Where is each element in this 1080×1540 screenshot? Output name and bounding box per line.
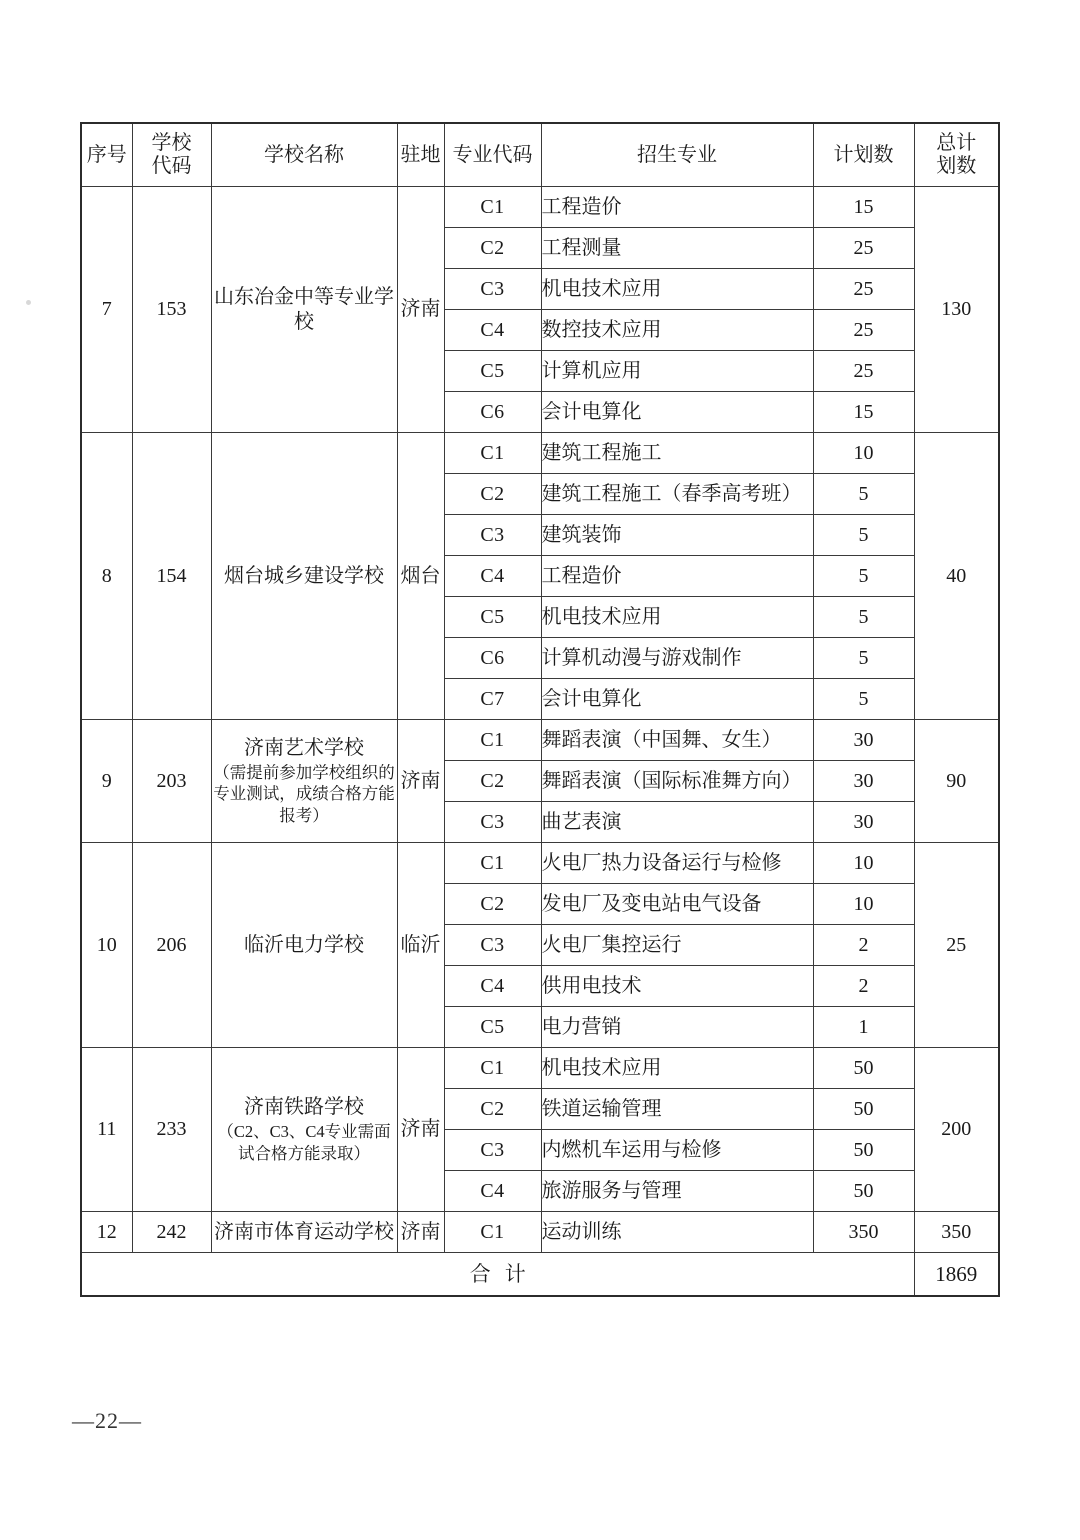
- cell-school-name: [211, 433, 397, 720]
- cell-major-code: C4: [444, 310, 541, 351]
- cell-plan-count: 1: [813, 1007, 914, 1048]
- cell-city: 济南: [397, 1212, 444, 1253]
- cell-major-name: 电力营销: [541, 1007, 813, 1048]
- cell-major-code: C1: [444, 1212, 541, 1253]
- cell-plan-count: 15: [813, 187, 914, 228]
- cell-school-name: [211, 843, 397, 1048]
- cell-major-name: 运动训练: [541, 1212, 813, 1253]
- cell-major-name: 内燃机车运用与检修: [541, 1130, 813, 1171]
- cell-major-name: 机电技术应用: [541, 1048, 813, 1089]
- cell-plan-count: 5: [813, 679, 914, 720]
- enrollment-plan-table-container: [80, 122, 998, 1297]
- cell-city: 济南: [397, 187, 444, 433]
- cell-plan-count: 15: [813, 392, 914, 433]
- table-row: [81, 1048, 999, 1089]
- cell-plan-count: 25: [813, 351, 914, 392]
- cell-plan-count: 10: [813, 884, 914, 925]
- cell-major-code: C5: [444, 597, 541, 638]
- grand-total-row: [81, 1253, 999, 1297]
- cell-major-code: C2: [444, 474, 541, 515]
- cell-seq: 12: [81, 1212, 132, 1253]
- cell-plan-count: 10: [813, 433, 914, 474]
- cell-major-name: 会计电算化: [541, 679, 813, 720]
- cell-major-code: C6: [444, 392, 541, 433]
- school-name-text: 济南市体育运动学校: [214, 1220, 394, 1243]
- cell-major-name: 会计电算化: [541, 392, 813, 433]
- cell-school-code: 154: [132, 433, 211, 720]
- cell-major-code: C3: [444, 802, 541, 843]
- cell-major-name: 旅游服务与管理: [541, 1171, 813, 1212]
- cell-plan-count: 25: [813, 269, 914, 310]
- school-name-text: 济南艺术学校: [244, 737, 364, 760]
- cell-plan-count: 5: [813, 515, 914, 556]
- column-header-plan-count: 计划数: [813, 123, 914, 187]
- cell-major-code: C1: [444, 720, 541, 761]
- cell-major-name: 铁道运输管理: [541, 1089, 813, 1130]
- cell-plan-count: 30: [813, 802, 914, 843]
- header-row: [81, 123, 999, 187]
- cell-city: 济南: [397, 720, 444, 843]
- cell-major-code: C2: [444, 884, 541, 925]
- school-name-text: 济南铁路学校: [244, 1096, 364, 1119]
- column-header-city: 驻地: [397, 123, 444, 187]
- column-header-seq: 序号: [81, 123, 132, 187]
- cell-major-name: 数控技术应用: [541, 310, 813, 351]
- cell-city: 烟台: [397, 433, 444, 720]
- cell-group-total: 130: [914, 187, 999, 433]
- cell-plan-count: 5: [813, 474, 914, 515]
- cell-major-code: C7: [444, 679, 541, 720]
- table-row: [81, 843, 999, 884]
- cell-seq: 9: [81, 720, 132, 843]
- enrollment-plan-table: [80, 122, 1000, 1297]
- cell-major-name: 工程造价: [541, 556, 813, 597]
- cell-seq: 7: [81, 187, 132, 433]
- cell-major-name: 工程造价: [541, 187, 813, 228]
- cell-major-code: C3: [444, 925, 541, 966]
- column-header-school-code-line1: 学校: [151, 132, 192, 154]
- cell-group-total: 90: [914, 720, 999, 843]
- cell-major-code: C1: [444, 187, 541, 228]
- table-row: [81, 433, 999, 474]
- cell-seq: 10: [81, 843, 132, 1048]
- cell-major-code: C3: [444, 515, 541, 556]
- grand-total-value: 1869: [914, 1253, 999, 1297]
- column-header-school-code-line2: 代码: [151, 155, 192, 177]
- table-header: [81, 123, 999, 187]
- scan-artifact: [26, 300, 31, 305]
- cell-group-total: 200: [914, 1048, 999, 1212]
- cell-major-code: C5: [444, 351, 541, 392]
- cell-major-name: 舞蹈表演（国际标准舞方向）: [541, 761, 813, 802]
- cell-plan-count: 2: [813, 925, 914, 966]
- cell-major-code: C3: [444, 1130, 541, 1171]
- column-header-school-name: 学校名称: [211, 123, 397, 187]
- cell-school-code: 206: [132, 843, 211, 1048]
- cell-plan-count: 30: [813, 761, 914, 802]
- cell-city: 济南: [397, 1048, 444, 1212]
- grand-total-label: 合计: [469, 1261, 540, 1286]
- cell-major-code: C4: [444, 556, 541, 597]
- cell-major-name: 建筑工程施工（春季高考班）: [541, 474, 813, 515]
- cell-city: 临沂: [397, 843, 444, 1048]
- cell-group-total: 40: [914, 433, 999, 720]
- cell-major-name: 供用电技术: [541, 966, 813, 1007]
- table-row: [81, 720, 999, 761]
- cell-plan-count: 5: [813, 556, 914, 597]
- cell-school-name: [211, 187, 397, 433]
- cell-major-code: C2: [444, 1089, 541, 1130]
- cell-major-name: 计算机动漫与游戏制作: [541, 638, 813, 679]
- cell-major-code: C3: [444, 269, 541, 310]
- table-body: [81, 187, 999, 1297]
- column-header-school-code: [132, 123, 211, 187]
- column-header-major-name: 招生专业: [541, 123, 813, 187]
- school-name-text: 山东冶金中等专业学校: [214, 285, 394, 333]
- cell-major-name: 曲艺表演: [541, 802, 813, 843]
- cell-school-name: [211, 1212, 397, 1253]
- cell-major-name: 工程测量: [541, 228, 813, 269]
- cell-plan-count: 10: [813, 843, 914, 884]
- cell-plan-count: 50: [813, 1048, 914, 1089]
- cell-major-name: 火电厂热力设备运行与检修: [541, 843, 813, 884]
- cell-major-name: 建筑工程施工: [541, 433, 813, 474]
- cell-seq: 11: [81, 1048, 132, 1212]
- school-name-text: 临沂电力学校: [244, 933, 364, 956]
- table-row: [81, 187, 999, 228]
- cell-major-name: 舞蹈表演（中国舞、女生）: [541, 720, 813, 761]
- cell-seq: 8: [81, 433, 132, 720]
- column-header-major-code: 专业代码: [444, 123, 541, 187]
- cell-major-code: C4: [444, 966, 541, 1007]
- table-row: [81, 1212, 999, 1253]
- school-name-text: 烟台城乡建设学校: [224, 564, 384, 587]
- school-name-note: （C2、C3、C4专业需面试合格方能录取）: [217, 1122, 391, 1163]
- cell-plan-count: 2: [813, 966, 914, 1007]
- cell-plan-count: 25: [813, 310, 914, 351]
- page-number: —22—: [72, 1408, 142, 1433]
- cell-major-code: C1: [444, 1048, 541, 1089]
- grand-total-label-cell: [81, 1253, 914, 1297]
- column-header-total-line1: 总计: [936, 132, 977, 154]
- cell-plan-count: 5: [813, 597, 914, 638]
- cell-major-name: 计算机应用: [541, 351, 813, 392]
- cell-plan-count: 25: [813, 228, 914, 269]
- cell-major-code: C2: [444, 761, 541, 802]
- cell-school-code: 153: [132, 187, 211, 433]
- cell-major-code: C5: [444, 1007, 541, 1048]
- cell-major-name: 机电技术应用: [541, 269, 813, 310]
- cell-major-code: C6: [444, 638, 541, 679]
- cell-school-name: [211, 720, 397, 843]
- cell-major-code: C1: [444, 433, 541, 474]
- cell-school-code: 233: [132, 1048, 211, 1212]
- school-name-note: （需提前参加学校组织的专业测试，成绩合格方能报考）: [213, 763, 395, 825]
- cell-group-total: 25: [914, 843, 999, 1048]
- cell-major-name: 发电厂及变电站电气设备: [541, 884, 813, 925]
- cell-plan-count: 30: [813, 720, 914, 761]
- cell-major-code: C2: [444, 228, 541, 269]
- cell-plan-count: 5: [813, 638, 914, 679]
- cell-major-code: C1: [444, 843, 541, 884]
- cell-school-name: [211, 1048, 397, 1212]
- column-header-total-line2: 划数: [936, 155, 977, 177]
- cell-major-code: C4: [444, 1171, 541, 1212]
- cell-plan-count: 50: [813, 1089, 914, 1130]
- cell-major-name: 建筑装饰: [541, 515, 813, 556]
- cell-major-name: 机电技术应用: [541, 597, 813, 638]
- cell-group-total: 350: [914, 1212, 999, 1253]
- column-header-total: [914, 123, 999, 187]
- cell-plan-count: 50: [813, 1171, 914, 1212]
- cell-school-code: 203: [132, 720, 211, 843]
- cell-major-name: 火电厂集控运行: [541, 925, 813, 966]
- cell-plan-count: 350: [813, 1212, 914, 1253]
- cell-school-code: 242: [132, 1212, 211, 1253]
- cell-plan-count: 50: [813, 1130, 914, 1171]
